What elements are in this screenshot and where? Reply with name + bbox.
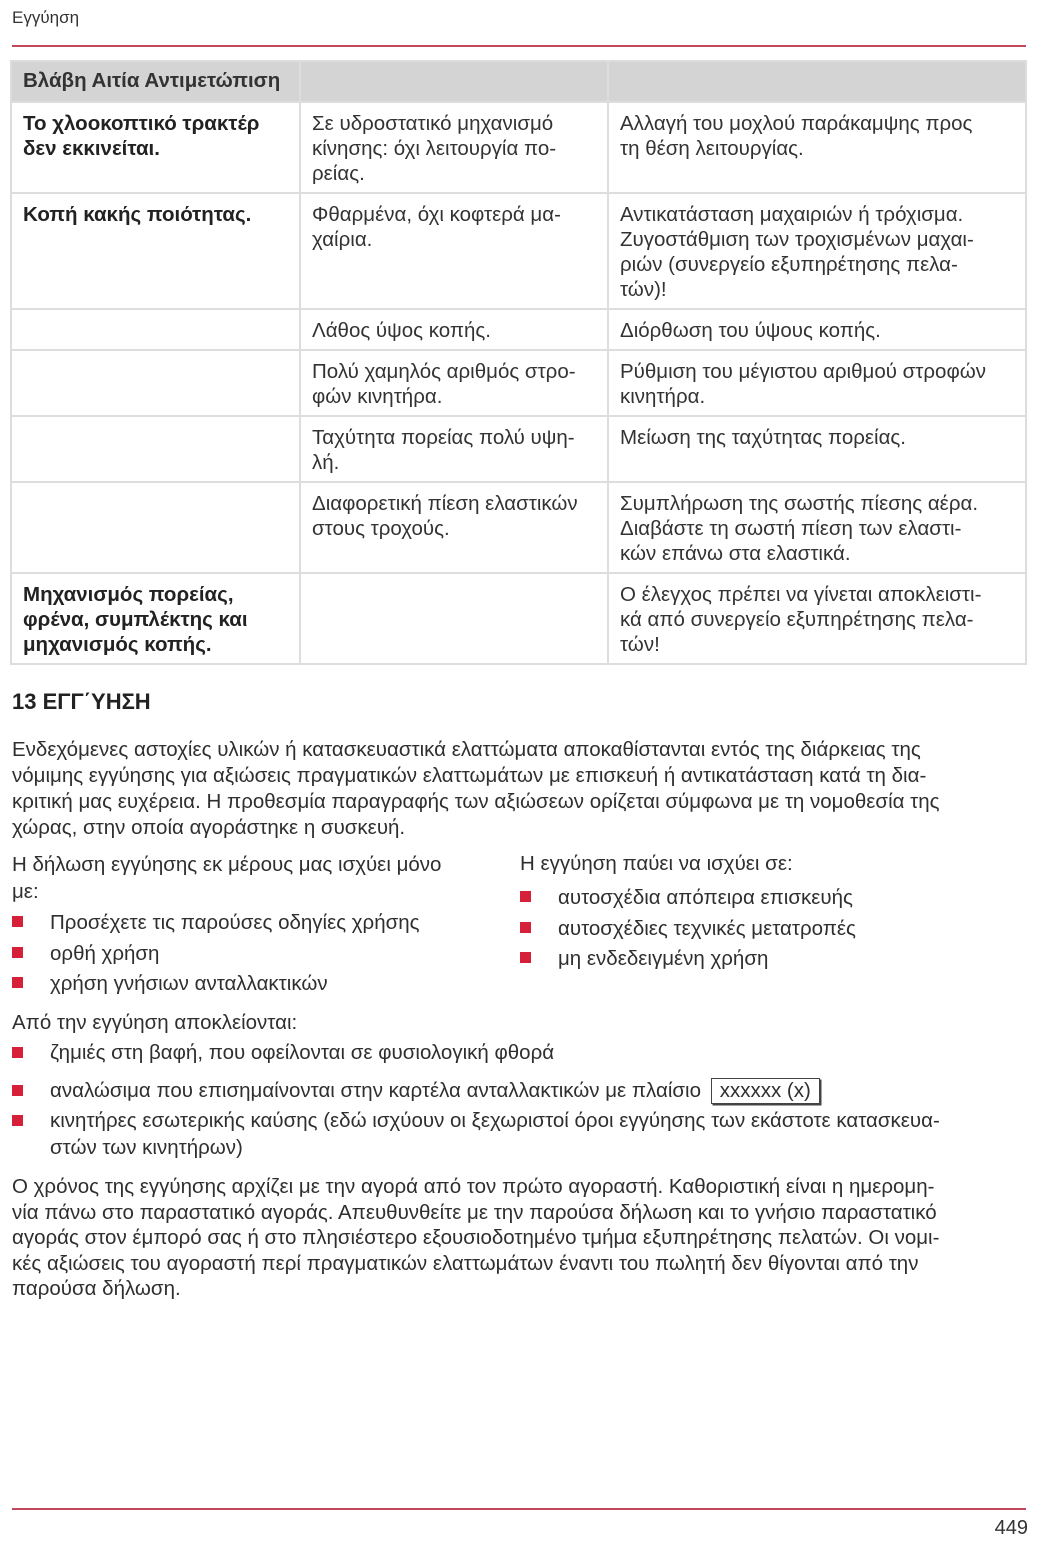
valid-intro: Η δήλωση εγγύησης εκ μέρους μας ισχύει μόνο με: (12, 853, 442, 903)
footer-rule (12, 1508, 1026, 1510)
list-item: ορθή χρήση (12, 939, 420, 970)
bullet-square-icon (12, 1047, 23, 1058)
remedy-cell: Αντικατάσταση μαχαιριών ή τρόχισμα. Ζυγοστάθμιση των τροχισμένων μαχαι- ριών (συνεργείο εξυπηρέτησης πελα- τών)! (609, 194, 1025, 308)
fault-cell-empty (12, 417, 299, 481)
section-title: 13 ΕΓΓ΄ΥΗΣΗ (12, 689, 151, 714)
header-rule (12, 45, 1026, 47)
remedy-cell: Αλλαγή του μοχλού παράκαμψης προς τη θέση λειτουργίας. (609, 103, 1025, 192)
bullet-square-icon (12, 977, 23, 988)
table-header-row (12, 62, 1025, 101)
remedy-cell: Μείωση της ταχύτητας πορείας. (609, 417, 1025, 481)
intro-paragraph: Ενδεχόμενες αστοχίες υλικών ή κατασκευαστικά ελαττώματα αποκαθίστανται εντός της διάρκειας της νόμιμης εγγύησης για αξιώσεις πραγματικών ελαττωμάτων με επισκευή ή αντικατάσταση κατά τη δια- κριτική μας ευχέρεια. Η προθεσμία παραγραφής των αξιώσεων ορίζεται σύμφωνα με τη νομοθεσία της χώρας, στην οποία αγοράστηκε η συσκευή. (12, 738, 940, 839)
remedy-cell: Ρύθμιση του μέγιστου αριθμού στροφών κινητήρα. (609, 351, 1025, 415)
running-header: Εγγύηση (12, 8, 80, 27)
bullet-square-icon (12, 947, 23, 958)
bullet-square-icon (12, 1085, 23, 1096)
table-row (12, 103, 1025, 192)
cause-cell-empty (301, 574, 607, 663)
valid-list (12, 908, 420, 1000)
excluded-list (12, 1039, 940, 1161)
bullet-square-icon (520, 922, 531, 933)
cause-cell: Ταχύτητα πορείας πολύ υψη- λή. (301, 417, 607, 481)
bullet-square-icon (520, 891, 531, 902)
part-code-box: xxxxxx (x) (711, 1078, 820, 1104)
table-row (12, 483, 1025, 572)
list-item: κινητήρες εσωτερικής καύσης (εδώ ισχύουν οι ξεχωριστοί όροι εγγύησης των εκάστοτε κατασκευα- στών των κινητήρων) (12, 1107, 940, 1161)
table-row (12, 194, 1025, 308)
fault-cell: Το χλοοκοπτικό τρακτέρ δεν εκκινείται. (12, 103, 299, 192)
list-item: ζημιές στη βαφή, που οφείλονται σε φυσιολογική φθορά (12, 1039, 940, 1066)
table-row (12, 310, 1025, 349)
fault-cell-empty (12, 483, 299, 572)
fault-cell-empty (12, 351, 299, 415)
remedy-cell: Διόρθωση του ύψους κοπής. (609, 310, 1025, 349)
remedy-cell: Ο έλεγχος πρέπει να γίνεται αποκλειστι- κά από συνεργείο εξυπηρέτησης πελα- τών! (609, 574, 1025, 663)
list-item: Προσέχετε τις παρούσες οδηγίες χρήσης (12, 908, 420, 939)
table-row (12, 351, 1025, 415)
list-item: αυτοσχέδιες τεχνικές μετατροπές (520, 914, 856, 945)
list-item: χρήση γνήσιων ανταλλακτικών (12, 969, 420, 1000)
void-list (520, 883, 856, 975)
bullet-square-icon (520, 952, 531, 963)
table-header-cell: Βλάβη Αιτία Αντιμετώπιση (12, 62, 299, 101)
table-header-cell-empty (301, 62, 607, 101)
bullet-square-icon (12, 916, 23, 927)
cause-cell: Διαφορετική πίεση ελαστικών στους τροχούς. (301, 483, 607, 572)
list-item: αναλώσιμα που επισημαίνονται στην καρτέλα ανταλλακτικών με πλαίσιο xxxxxx (x) (12, 1077, 940, 1104)
list-item: μη ενδεδειγμένη χρήση (520, 944, 856, 975)
table-row (12, 417, 1025, 481)
void-intro: Η εγγύηση παύει να ισχύει σε: (520, 852, 793, 875)
table-header-cell-empty (609, 62, 1025, 101)
fault-cell: Μηχανισμός πορείας, φρένα, συμπλέκτης και μηχανισμός κοπής. (12, 574, 299, 663)
remedy-cell: Συμπλήρωση της σωστής πίεσης αέρα. Διαβάστε τη σωστή πίεση των ελαστι- κών επάνω στα ελαστικά. (609, 483, 1025, 572)
list-item: αυτοσχέδια απόπειρα επισκευής (520, 883, 856, 914)
cause-cell: Φθαρμένα, όχι κοφτερά μα- χαίρια. (301, 194, 607, 308)
cause-cell: Πολύ χαμηλός αριθμός στρο- φών κινητήρα. (301, 351, 607, 415)
fault-cell-empty (12, 310, 299, 349)
cause-cell: Λάθος ύψος κοπής. (301, 310, 607, 349)
cause-cell: Σε υδροστατικό μηχανισμό κίνησης: όχι λειτουργία πο- ρείας. (301, 103, 607, 192)
excluded-intro: Από την εγγύηση αποκλείονται: (12, 1011, 298, 1034)
table-row (12, 574, 1025, 663)
page-number: 449 (994, 1517, 1028, 1539)
fault-cell: Κοπή κακής ποιότητας. (12, 194, 299, 308)
bullet-square-icon (12, 1115, 23, 1126)
closing-paragraph: Ο χρόνος της εγγύησης αρχίζει με την αγορά από τον πρώτο αγοραστή. Καθοριστική είναι η ημερομη- νία πάνω στο παραστατικό αγοράς. Απευθυνθείτε με την παρούσα δήλωση και το γνήσιο παραστατικό αγοράς στον έμπορό σας ή στο πλησιέστερο εξουσιοδοτημένο τμήμα εξυπηρέτησης πελατών. Οι νομι- κές αξιώσεις του αγοραστή περί πραγματικών ελαττωμάτων έναντι του πωλητή δεν θίγονται από την παρούσα δήλωση. (12, 1175, 940, 1300)
troubleshooting-table (10, 60, 1027, 665)
